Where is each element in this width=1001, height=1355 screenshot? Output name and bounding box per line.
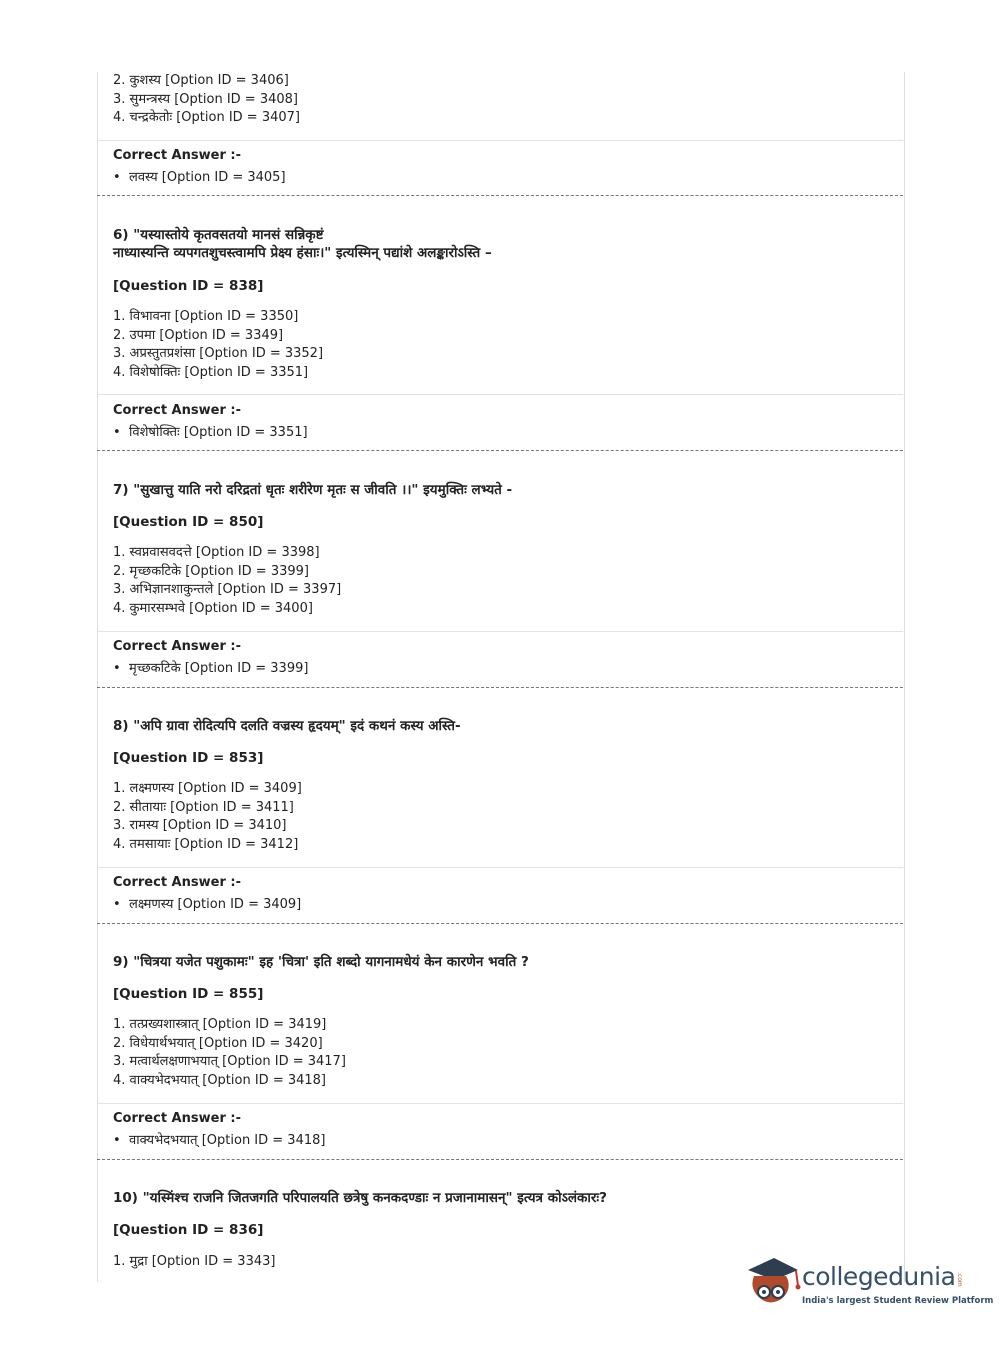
question-id-text: [Question ID = 836] [113,1222,264,1238]
correct-answer-block [97,874,903,914]
question-separator [97,450,903,451]
correct-answer-value: • विशेषोक्तिः [Option ID = 3351] [113,424,903,442]
option-item: 3. सुमन्त्रस्य [Option ID = 3408] [113,91,298,107]
logo-name: collegedunia [802,1262,956,1291]
question-6 [97,226,903,262]
previous-question-options [97,72,903,128]
correct-answer-label: Correct Answer :- [113,403,241,418]
correct-answer-label: Correct Answer :- [113,1111,241,1126]
correct-answer-value: • वाक्यभेदभयात् [Option ID = 3418] [113,1132,903,1150]
question-separator [97,195,903,196]
correct-answer-block [97,638,903,678]
question-separator [97,1159,903,1160]
correct-answer-block [97,402,903,442]
option-item: 3. अभिज्ञानशाकुन्तले [Option ID = 3397] [113,582,342,597]
correct-answer-block [97,147,903,187]
option-item: 1. तत्प्रख्यशास्त्रात् [Option ID = 3419] [113,1017,327,1032]
question-separator [97,687,903,688]
option-item: 4. कुमारसम्भवे [Option ID = 3400] [113,600,313,616]
question-8 [97,717,903,735]
correct-answer-value: • लक्ष्मणस्य [Option ID = 3409] [113,896,903,914]
collegedunia-logo [742,1250,994,1318]
correct-answer-value: • लवस्य [Option ID = 3405] [113,169,903,187]
question-7 [97,481,903,499]
option-item: 2. उपमा [Option ID = 3349] [113,327,284,343]
option-item: 3. रामस्य [Option ID = 3410] [113,818,287,833]
question-id-text: [Question ID = 855] [113,986,264,1002]
logo-com: .com [956,1272,963,1287]
question-separator [97,923,903,924]
question-id [97,277,903,295]
divider [97,140,903,141]
option-item: 4. विशेषोक्तिः [Option ID = 3351] [113,364,309,380]
logo-tagline: India's largest Student Review Platform [802,1296,994,1306]
option-item: 3. अप्रस्तुतप्रशंसा [Option ID = 3352] [113,346,324,361]
divider [97,631,903,632]
correct-answer-label: Correct Answer :- [113,875,241,890]
option-item: 1. मुद्रा [Option ID = 3343] [113,1254,276,1269]
question-id [97,985,903,1003]
question-text-line: 9) "चित्रया यजेत पशुकामः" इह 'चित्रा' इति शब्दो यागनामधेयं केन कारणेन भवति ? [113,954,529,970]
question-id [97,749,903,767]
divider [97,394,903,395]
divider [97,867,903,868]
options-list [97,1016,903,1090]
question-id [97,513,903,531]
question-text-line: 7) "सुखात्तु याति नरो दरिद्रतां धृतः शरीरेण मृतः स जीवति ।।" इयमुक्तिः लभ्यते - [113,482,513,498]
correct-answer-value: • मृच्छकटिके [Option ID = 3399] [113,660,903,678]
option-item: 4. चन्द्रकेतोः [Option ID = 3407] [113,110,300,125]
question-text-line: 10) "यस्मिंश्च राजनि जितजगति परिपालयति छत्रेषु कनकदण्डाः न प्रजानामासन्" इत्यत्र कोऽलंकारः? [113,1190,607,1206]
option-item: 1. लक्ष्मणस्य [Option ID = 3409] [113,781,302,796]
correct-answer-label: Correct Answer :- [113,148,241,163]
option-item: 3. मत्वार्थलक्षणाभयात् [Option ID = 3417] [113,1054,346,1069]
option-item: 4. वाक्यभेदभयात् [Option ID = 3418] [113,1072,327,1088]
question-id [97,1221,903,1239]
option-item: 2. सीतायाः [Option ID = 3411] [113,799,294,815]
option-item: 2. मृच्छकटिके [Option ID = 3399] [113,563,309,579]
question-9 [97,953,903,971]
question-text-line: 8) "अपि ग्रावा रोदित्यपि दलति वज्रस्य हृदयम्" इदं कथनं कस्य अस्ति- [113,718,461,734]
correct-answer-label: Correct Answer :- [113,639,241,654]
question-id-text: [Question ID = 850] [113,514,264,530]
options-list [97,308,903,382]
mascot-icon [742,1250,804,1312]
question-id-text: [Question ID = 838] [113,278,264,294]
option-item: 2. विधेयार्थभयात् [Option ID = 3420] [113,1035,323,1051]
option-item: 2. कुशस्य [Option ID = 3406] [113,73,289,88]
option-item: 1. स्वप्नवासवदत्ते [Option ID = 3398] [113,545,320,560]
question-id-text: [Question ID = 853] [113,750,264,766]
question-10 [97,1189,903,1207]
options-list [97,544,903,618]
divider [97,1103,903,1104]
option-item: 4. तमसायाः [Option ID = 3412] [113,836,299,852]
options-list [97,780,903,854]
question-text-line: नाध्यास्यन्ति व्यपगतशुचस्त्वामपि प्रेक्ष्य हंसाः।" इत्यस्मिन् पद्यांशे अलङ्कारोऽस्ति – [113,245,492,261]
correct-answer-block [97,1110,903,1150]
question-text-line: 6) "यस्यास्तोये कृतवसतयो मानसं सन्निकृष्टं [113,227,324,243]
option-item: 1. विभावना [Option ID = 3350] [113,309,299,324]
